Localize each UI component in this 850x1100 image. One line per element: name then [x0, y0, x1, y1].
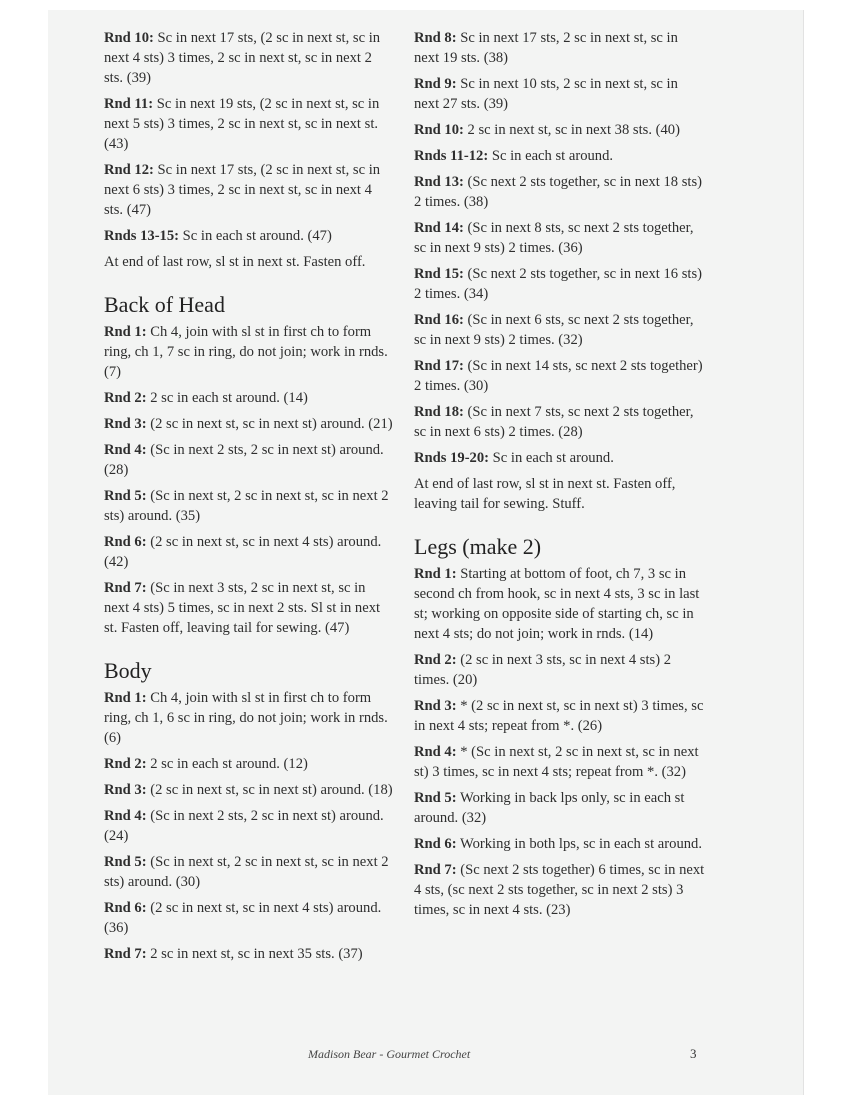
round-text: Sc in next 17 sts, 2 sc in next st, sc in next 19 sts. (38)	[414, 30, 678, 66]
round-label: Rnd 3:	[104, 782, 147, 798]
pattern-round	[104, 226, 394, 246]
round-text: (2 sc in next st, sc in next st) around. (21)	[146, 416, 393, 432]
round-text: (Sc in next 2 sts, 2 sc in next st) around. (24)	[104, 808, 384, 844]
round-text: * (Sc in next st, 2 sc in next st, sc in next st) 3 times, sc in next 4 sts; repeat from *. (32)	[414, 744, 699, 780]
pattern-round	[414, 834, 706, 854]
round-label: Rnd 4:	[104, 442, 147, 458]
left-top-note: At end of last row, sl st in next st. Fasten off.	[104, 254, 366, 270]
round-label: Rnd 14:	[414, 220, 464, 236]
round-label: Rnd 13:	[414, 174, 464, 190]
round-label: Rnd 2:	[414, 652, 457, 668]
round-label: Rnd 5:	[104, 488, 147, 504]
round-label: Rnd 12:	[104, 162, 154, 178]
round-text: (Sc in next 2 sts, 2 sc in next st) around. (28)	[104, 442, 384, 478]
round-text: Sc in each st around.	[489, 450, 614, 466]
round-text: (2 sc in next st, sc in next st) around. (18)	[146, 782, 393, 798]
round-label: Rnds 13-15:	[104, 228, 180, 244]
pattern-round	[414, 74, 706, 114]
round-label: Rnds 19-20:	[414, 450, 490, 466]
round-label: Rnd 5:	[414, 790, 457, 806]
body-rounds	[104, 688, 394, 964]
footer-title: Madison Bear - Gourmet Crochet	[308, 1047, 471, 1061]
round-text: Ch 4, join with sl st in first ch to form ring, ch 1, 7 sc in ring, do not join; work in rnds. (7)	[104, 324, 388, 380]
round-label: Rnd 1:	[414, 566, 457, 582]
pattern-round	[414, 264, 706, 304]
legs-rounds	[414, 564, 706, 920]
round-label: Rnd 18:	[414, 404, 464, 420]
pattern-round	[104, 578, 394, 638]
pattern-round	[414, 650, 706, 690]
right-top-rounds	[414, 28, 706, 468]
round-text: Sc in next 10 sts, 2 sc in next st, sc in next 27 sts. (39)	[414, 76, 678, 112]
pattern-round	[414, 448, 706, 468]
round-text: (2 sc in next 3 sts, sc in next 4 sts) 2 times. (20)	[414, 652, 672, 688]
round-text: (Sc in next st, 2 sc in next st, sc in next 2 sts) around. (35)	[104, 488, 389, 524]
round-label: Rnd 4:	[104, 808, 147, 824]
page-number: 3	[690, 1046, 697, 1061]
pattern-round	[414, 218, 706, 258]
left-top-rounds	[104, 28, 394, 246]
round-label: Rnd 1:	[104, 690, 147, 706]
pattern-round	[104, 754, 394, 774]
round-text: Working in both lps, sc in each st around.	[456, 836, 702, 852]
left-column	[104, 28, 394, 970]
round-text: Sc in next 17 sts, (2 sc in next st, sc in next 4 sts) 3 times, 2 sc in next st, sc in next 2 sts. (39)	[104, 30, 381, 86]
round-text: Working in back lps only, sc in each st around. (32)	[414, 790, 685, 826]
pattern-round	[104, 440, 394, 480]
pattern-round	[104, 322, 394, 382]
round-text: Starting at bottom of foot, ch 7, 3 sc in second ch from hook, sc in next 4 sts, 3 sc in last st; working on opposite side of starting ch, sc in next 4 sts; do not join; work in rnds. (14)	[414, 566, 700, 642]
round-label: Rnd 11:	[104, 96, 154, 112]
round-text: Ch 4, join with sl st in first ch to form ring, ch 1, 6 sc in ring, do not join; work in rnds. (6)	[104, 690, 388, 746]
round-label: Rnd 15:	[414, 266, 464, 282]
body-heading: Body	[104, 658, 152, 683]
round-text: (Sc next 2 sts together) 6 times, sc in next 4 sts, (sc next 2 sts together, sc in next 2 sts) 3 times, sc in next 4 sts. (23)	[414, 862, 705, 918]
page-edge	[803, 10, 804, 1095]
round-label: Rnd 1:	[104, 324, 147, 340]
back-of-head-heading: Back of Head	[104, 292, 225, 317]
pattern-round	[414, 172, 706, 212]
round-text: (Sc in next 6 sts, sc next 2 sts together, sc in next 9 sts) 2 times. (32)	[414, 312, 694, 348]
pattern-round	[104, 414, 394, 434]
round-label: Rnd 2:	[104, 390, 147, 406]
round-label: Rnds 11-12:	[414, 148, 489, 164]
round-text: (2 sc in next st, sc in next 4 sts) around. (36)	[104, 900, 382, 936]
pattern-round	[104, 532, 394, 572]
round-label: Rnd 10:	[104, 30, 154, 46]
round-label: Rnd 7:	[414, 862, 457, 878]
pattern-round	[414, 742, 706, 782]
pattern-round	[104, 944, 394, 964]
round-text: (Sc in next 7 sts, sc next 2 sts together, sc in next 6 sts) 2 times. (28)	[414, 404, 694, 440]
round-label: Rnd 6:	[414, 836, 457, 852]
round-text: Sc in each st around.	[488, 148, 614, 164]
pattern-round	[104, 160, 394, 220]
pattern-round	[414, 146, 706, 166]
pattern-round	[414, 120, 706, 140]
pattern-round	[104, 806, 394, 846]
round-label: Rnd 4:	[414, 744, 457, 760]
pattern-round	[414, 564, 706, 644]
round-label: Rnd 16:	[414, 312, 464, 328]
round-text: Sc in each st around. (47)	[179, 228, 332, 244]
round-label: Rnd 6:	[104, 900, 147, 916]
pattern-round	[104, 94, 394, 154]
pattern-round	[414, 860, 706, 920]
round-text: Sc in next 17 sts, (2 sc in next st, sc in next 6 sts) 3 times, 2 sc in next st, sc in next 4 sts. (47)	[104, 162, 381, 218]
round-text: 2 sc in each st around. (14)	[146, 390, 308, 406]
pattern-round	[414, 696, 706, 736]
round-label: Rnd 7:	[104, 946, 147, 962]
round-label: Rnd 2:	[104, 756, 147, 772]
round-text: (Sc next 2 sts together, sc in next 16 sts) 2 times. (34)	[414, 266, 703, 302]
pattern-round	[104, 898, 394, 938]
round-text: 2 sc in next st, sc in next 38 sts. (40)	[463, 122, 680, 138]
round-label: Rnd 17:	[414, 358, 464, 374]
pattern-round	[104, 780, 394, 800]
pattern-round	[104, 688, 394, 748]
pattern-round	[414, 310, 706, 350]
round-text: 2 sc in each st around. (12)	[146, 756, 308, 772]
pattern-round	[414, 402, 706, 442]
round-text: (2 sc in next st, sc in next 4 sts) around. (42)	[104, 534, 382, 570]
round-text: * (2 sc in next st, sc in next st) 3 times, sc in next 4 sts; repeat from *. (26)	[414, 698, 704, 734]
round-text: Sc in next 19 sts, (2 sc in next st, sc in next 5 sts) 3 times, 2 sc in next st, sc in next st. (43)	[104, 96, 380, 152]
pattern-round	[414, 28, 706, 68]
pattern-round	[414, 788, 706, 828]
round-text: (Sc in next st, 2 sc in next st, sc in next 2 sts) around. (30)	[104, 854, 389, 890]
right-top-note: At end of last row, sl st in next st. Fasten off, leaving tail for sewing. Stuff.	[414, 476, 676, 512]
round-label: Rnd 7:	[104, 580, 147, 596]
round-label: Rnd 6:	[104, 534, 147, 550]
round-label: Rnd 5:	[104, 854, 147, 870]
round-text: (Sc next 2 sts together, sc in next 18 sts) 2 times. (38)	[414, 174, 703, 210]
legs-heading: Legs (make 2)	[414, 534, 542, 559]
pattern-round	[104, 852, 394, 892]
pattern-round	[104, 388, 394, 408]
round-text: (Sc in next 8 sts, sc next 2 sts together, sc in next 9 sts) 2 times. (36)	[414, 220, 694, 256]
pattern-round	[104, 486, 394, 526]
pattern-round	[414, 356, 706, 396]
round-label: Rnd 9:	[414, 76, 457, 92]
round-text: (Sc in next 14 sts, sc next 2 sts together) 2 times. (30)	[414, 358, 703, 394]
round-label: Rnd 10:	[414, 122, 464, 138]
round-label: Rnd 8:	[414, 30, 457, 46]
pattern-round	[104, 28, 394, 88]
right-column	[414, 28, 706, 926]
round-label: Rnd 3:	[104, 416, 147, 432]
round-label: Rnd 3:	[414, 698, 457, 714]
round-text: (Sc in next 3 sts, 2 sc in next st, sc in next 4 sts) 5 times, sc in next 2 sts. Sl st in next st. Fasten off, leaving tail for sewing. (47)	[104, 580, 381, 636]
back-of-head-rounds	[104, 322, 394, 638]
round-text: 2 sc in next st, sc in next 35 sts. (37)	[146, 946, 363, 962]
